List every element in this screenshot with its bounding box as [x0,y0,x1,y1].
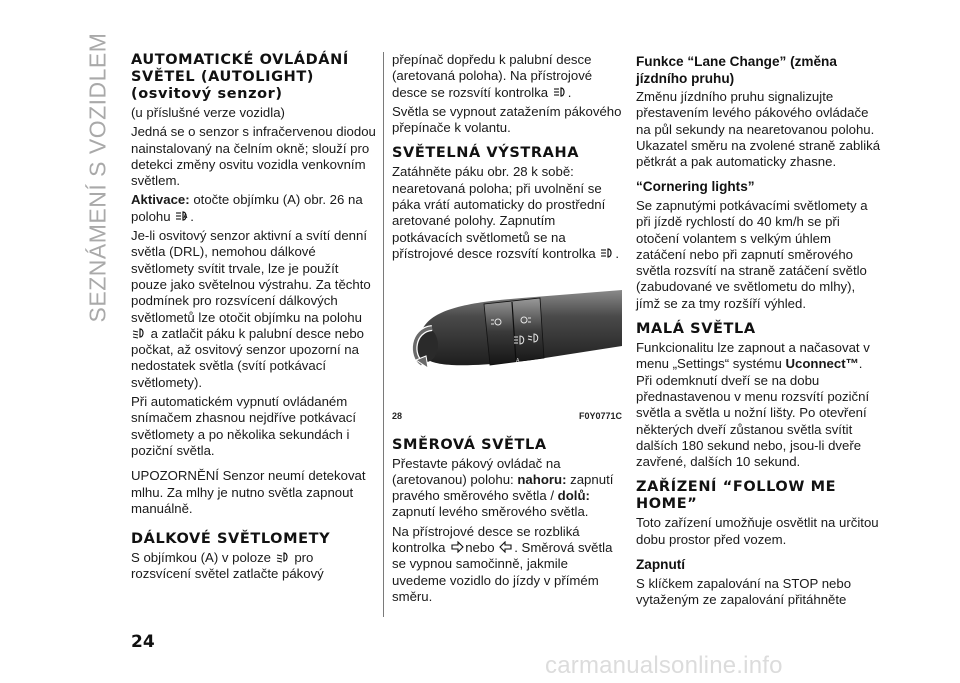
paragraph-sensor-description: Jedná se o senzor s infračervenou diodou nainstalovaný na čelním okně; slouží pro detekci změny osvitu vozidla venkovním světlem. [131,124,376,189]
indicator-text-a: Na přístrojové desce se rozbliká kontrolka [392,523,580,556]
heading-follow-me-home: ZAŘÍZENÍ “FOLLOW ME HOME” [636,479,837,513]
indicator-text-c: . Směrová světla se vypnou samočinně, jakmile uvedeme vozidlo do jízdy v přímém směru. [392,540,613,604]
flash-end: . [615,245,620,261]
turn-signal-left-icon [499,541,513,553]
paragraph-warning: UPOZORNĚNÍ Senzor neumí detekovat mlhu. Za mlhy je nutno světla zapnout manuálně. [131,468,366,516]
high-beams-text-b: pro rozsvícení světel zatlačte pákový [131,550,324,582]
paragraph-activation [131,192,376,225]
column-1 [131,52,376,586]
paragraph-lane-change: Změnu jízdního pruhu signalizujte přestavením levého pákového ovládače na půl sekundy na nearetovanou polohu. Ukazatel směru na zvolené straně zabliká pětkrát a pak automaticky zhasne. [636,89,881,170]
parking-text-b: . Při odemknutí dveří se na dobu přednastavenou v menu rozsvítí poziční světla a světla u nožní lišty. Po otevření některých dveří zůstanou světla svítit dalších 180 sekund nebo, jsou-li dveře zavřené, dalších 10 sekund. [636,356,870,470]
turn-text-c: zapnutí levého směrového světla. [392,504,589,520]
keyword-down: dolů: [557,488,590,504]
site-watermark: carmanualsonline.info [545,652,783,679]
column-3 [636,52,881,611]
heading-activation: Zapnutí [636,557,686,573]
paragraph-flash [392,164,622,262]
svg-text:A: A [516,358,520,365]
paragraph-lights-off: Světla se vypnout zatažením pákového přepínače k volantu. [392,103,622,136]
section-side-title [78,32,118,322]
heading-parking-lights: MALÁ SVĚTLA [636,321,756,338]
heading-turn-signals: SMĚROVÁ SVĚTLA [392,436,547,453]
figure-caption [392,408,622,424]
paragraph-indicator-light [392,524,622,605]
column-divider [383,52,384,617]
keyword-up: nahoru: [517,471,567,487]
page-number: 24 [131,632,155,652]
paragraph-lever-forward [392,52,622,101]
activation-end: . [190,208,194,224]
figure-code: F0Y0771C [578,411,622,422]
svg-text:A: A [183,213,188,220]
heading-cornering-lights: “Cornering lights” [636,179,755,195]
paragraph-version-note: (u příslušné verze vozidla) [131,105,285,120]
heading-high-beams: DÁLKOVÉ SVĚTLOMETY [131,531,331,548]
auto-headlight-icon [175,210,189,222]
paragraph-parking-lights [636,340,881,470]
heading-lane-change: Funkce “Lane Change” (změna jízdního pruhu) [636,54,837,86]
paragraph-activation-steps: S klíčkem zapalování na STOP nebo vytaženým ze zapalování přitáhněte [636,575,852,607]
column-2 [392,52,622,608]
paragraph-drl-note [131,228,376,391]
high-beams-text-a: S objímkou (A) v poloze [131,550,275,566]
turn-signal-right-icon [450,541,464,553]
light-stalk-image [392,268,622,406]
paragraph-auto-off: Při automatickém vypnutí ovládaném snímačem zhasnou nejdříve potkávací světlomety a po několika sekundách i poziční světla. [131,394,357,458]
figure-number: 28 [392,411,403,422]
drl-text-a: Je-li osvitový senzor aktivní a svítí denní světla (DRL), nemohou dálkové světlomety svítit trvale, lze je použít pouze jako světelnou výstrahu. Za těchto podmínek pro rozsvícení dálkových světlometů lze otočit objímku na polohu [131,228,371,325]
lever-forward-text: přepínač dopředu k palubní desce (aretovaná poloha). Na přístrojové desce se rozsvítí kontrolka [392,52,593,100]
turn-text-a: Přestavte pákový ovládač na (aretovanou) polohu: [392,455,561,487]
high-beam-icon [600,247,614,259]
paragraph-follow-me-home: Toto zařízení umožňuje osvětlit na určitou dobu prostor před vozem. [636,515,879,547]
indicator-text-b: nebo [465,540,499,556]
activation-text: otočte objímku (A) obr. 26 na polohu [131,192,363,224]
lever-forward-end: . [567,84,572,100]
low-beam-headlight-icon [276,551,290,563]
parking-text-a: Funkcionalitu lze zapnout a načasovat v menu „Settings“ systému [636,340,870,372]
keyword-uconnect: Uconnect™ [785,356,859,372]
turn-text-b: zapnutí pravého směrového světla / [392,471,614,504]
paragraph-high-beams [131,550,376,583]
paragraph-turn-signals [392,456,622,521]
heading-autolight: AUTOMATICKÉ OVLÁDÁNÍ SVĚTEL (AUTOLIGHT) (osvitový senzor) [131,52,349,102]
high-beam-icon [553,86,567,98]
low-beam-headlight-icon [132,327,146,339]
section-title-text: SEZNÁMENÍ S VOZIDLEM [84,32,111,322]
lever-illustration [392,268,622,406]
drl-text-b: a zatlačit páku k palubní desce nebo počkat, až osvitový senzor upozorní na nedostatek světla (svítí potkávací světlomety). [131,325,365,390]
heading-flash-warning: SVĚTELNÁ VÝSTRAHA [392,145,580,162]
flash-text: Zatáhněte páku obr. 28 k sobě: nearetovaná poloha; při uvolnění se páka vrátí automaticky do prostřední aretované polohy. Zapnutím potkávacích světlometů se na přístrojové desce rozsvítí kontrolka [392,164,606,261]
paragraph-cornering-lights: Se zapnutými potkávacími světlomety a při jízdě rychlostí do 40 km/h se při otočení volantem s velkým úhlem zatáčení nebo při zapnutí směrového světla rozsvítí na straně zatáčení světlo (zabudované ve světlometu do mlhy), jímž se za tmy rozšíří výhled. [636,197,868,311]
activation-keyword: Aktivace: [131,192,190,208]
